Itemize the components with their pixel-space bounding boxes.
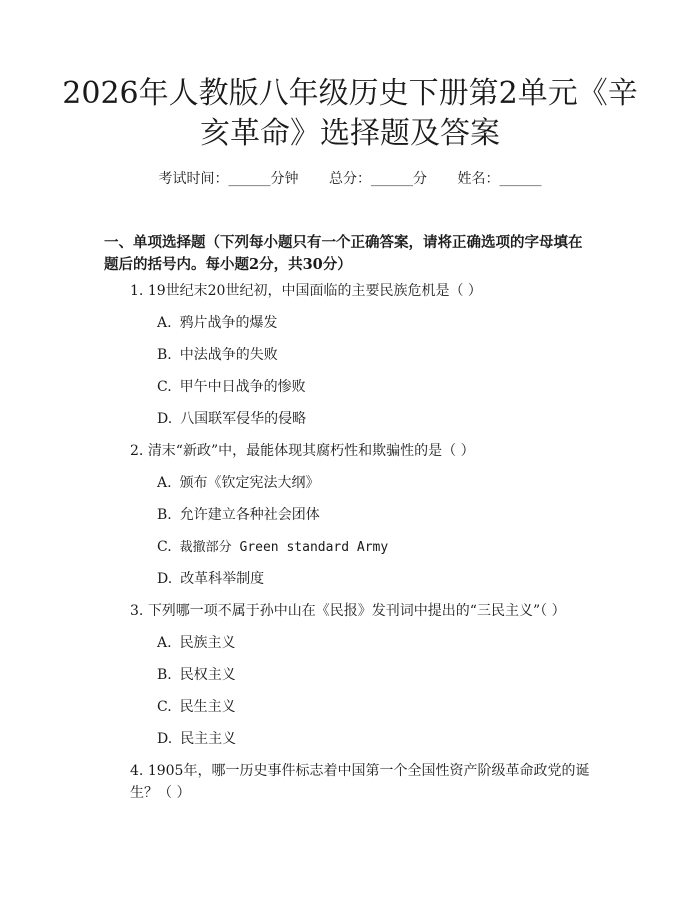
question-3-option-b: B. 民权主义 (157, 667, 236, 683)
question-3-option-a: A. 民族主义 (157, 635, 236, 651)
document-title: 2026年人教版八年级历史下册第2单元《辛亥革命》选择题及答案 (62, 76, 638, 151)
exam-time: 考试时间：______分钟 (158, 171, 299, 187)
question-3-option-c: C. 民生主义 (157, 699, 236, 715)
question-2-option-a: A. 颁布《钦定宪法大纲》 (157, 475, 320, 491)
question-1-option-d: D. 八国联军侵华的侵略 (157, 411, 307, 427)
student-name: 姓名：______ (457, 171, 542, 187)
question-2-option-d: D. 改革科举制度 (157, 571, 265, 587)
question-2-option-b: B. 允许建立各种社会团体 (157, 507, 320, 523)
question-2: 2. 清末“新政”中，最能体现其腐朽性和欺骗性的是（ ） (130, 443, 475, 459)
question-1-option-c: C. 甲午中日战争的惨败 (157, 379, 306, 395)
question-1: 1. 19世纪末20世纪初，中国面临的主要民族危机是（ ） (130, 283, 482, 299)
question-4: 4. 1905年，哪一历史事件标志着中国第一个全国性资产阶级革命政党的诞生？（ ） (130, 763, 590, 801)
total-score: 总分：______分 (329, 171, 427, 187)
question-3-option-d: D. 民主主义 (157, 731, 237, 747)
exam-meta (0, 170, 700, 188)
question-1-option-a: A. 鸦片战争的爆发 (157, 315, 278, 331)
question-3: 3. 下列哪一项不属于孙中山在《民报》发刊词中提出的“三民主义”（ ） (130, 603, 566, 619)
question-1-option-b: B. 中法战争的失败 (157, 347, 278, 363)
section-heading: 一、单项选择题（下列每小题只有一个正确答案，请将正确选项的字母填在题后的括号内。每小题2分，共30分） (104, 234, 583, 273)
question-2-option-c: C. 裁撤部分 Green standard Army (157, 539, 389, 555)
